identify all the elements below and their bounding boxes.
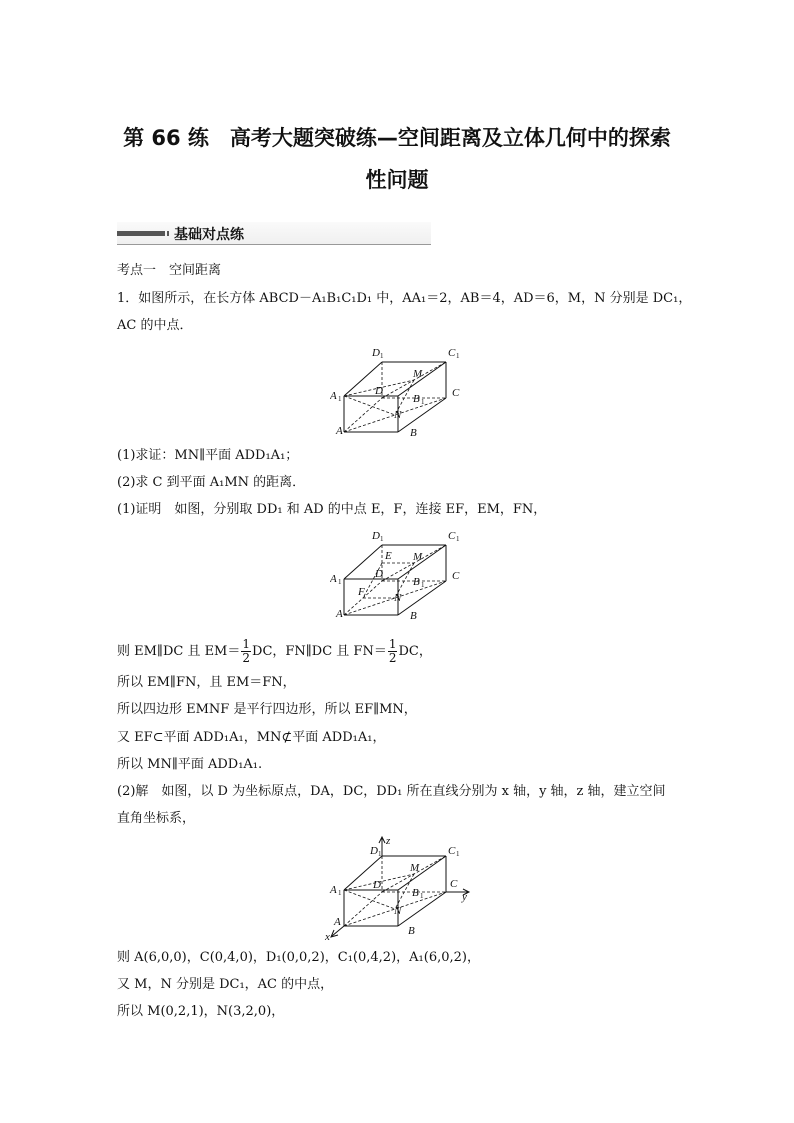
label-E: E: [385, 550, 392, 562]
svg-text:1: 1: [380, 352, 384, 360]
text-seg: DC，: [398, 644, 432, 659]
banner-bar: [117, 231, 165, 236]
label-B: B: [410, 427, 417, 439]
label-D1: D: [370, 845, 378, 857]
label-x-axis: x: [325, 931, 330, 942]
fraction-half: $\frac{1}{2}$: [242, 637, 251, 665]
solution-line: 所以 EM∥FN，且 EM＝FN，: [117, 675, 296, 690]
solution-part2-intro: (2)解 如图，以 D 为坐标原点，DA，DC，DD₁ 所在直线分别为 x 轴，y 轴，z 轴，建立空间: [117, 784, 666, 799]
solution-line: 所以 M(0,2,1)，N(3,2,0)，: [117, 1004, 285, 1019]
label-A1: A: [330, 573, 337, 585]
svg-text:1: 1: [378, 850, 382, 858]
label-N: N: [394, 592, 402, 604]
label-C1: C: [448, 347, 456, 359]
svg-text:1: 1: [421, 398, 425, 406]
svg-text:1: 1: [338, 889, 342, 897]
solution-line: 所以 MN∥平面 ADD₁A₁.: [117, 757, 263, 772]
label-D: D: [375, 568, 383, 580]
label-C: C: [452, 387, 460, 399]
label-A: A: [336, 425, 343, 437]
svg-text:1: 1: [420, 892, 424, 900]
label-C1: C: [448, 530, 456, 542]
page-title-line1: 第 66 练 高考大题突破练—空间距离及立体几何中的探索: [123, 126, 671, 150]
solution-line: 则 A(6,0,0)，C(0,4,0)，D₁(0,0,2)，C₁(0,4,2)，A₁(6,0,2)，: [117, 950, 480, 965]
label-N: N: [394, 905, 402, 917]
label-A: A: [336, 608, 343, 620]
svg-text:1: 1: [338, 395, 342, 403]
svg-text:1: 1: [380, 535, 384, 543]
label-D1: D: [372, 347, 380, 359]
solution-line: 所以四边形 EMNF 是平行四边形，所以 EF∥MN，: [117, 702, 417, 717]
label-N: N: [394, 409, 402, 421]
label-B: B: [408, 925, 415, 937]
solution-line: 又 M，N 分别是 DC₁，AC 的中点，: [117, 977, 334, 992]
label-B1: B: [413, 576, 420, 588]
label-C: C: [452, 570, 460, 582]
svg-text:1: 1: [456, 352, 460, 360]
label-M: M: [413, 368, 423, 380]
svg-text:1: 1: [456, 535, 460, 543]
label-F: F: [358, 586, 365, 598]
label-D: D: [375, 385, 383, 397]
label-A1: A: [330, 884, 337, 896]
figure-cuboid-axes: [322, 834, 477, 942]
label-B1: B: [413, 393, 420, 405]
label-D: D: [373, 879, 381, 891]
label-z-axis: z: [386, 835, 391, 847]
question-2: (2)求 C 到平面 A₁MN 的距离．: [117, 475, 306, 490]
question-1: (1)求证：MN∥平面 ADD₁A₁；: [117, 448, 299, 463]
label-B: B: [410, 610, 417, 622]
label-A1: A: [330, 390, 337, 402]
solution-line: 又 EF⊂平面 ADD₁A₁，MN⊄平面 ADD₁A₁，: [117, 730, 386, 745]
section-banner: [117, 222, 431, 245]
svg-text:1: 1: [421, 581, 425, 589]
problem-stem-line1: 1．如图所示，在长方体 ABCD－A₁B₁C₁D₁ 中，AA₁＝2，AB＝4，AD＝6，M，N 分别是 DC₁，: [117, 291, 692, 306]
figure-cuboid-2: [330, 527, 465, 622]
label-C1: C: [448, 845, 456, 857]
page-title-line2: 性问题: [365, 168, 429, 192]
text-seg: DC，FN∥DC 且 FN＝: [252, 644, 387, 659]
text-seg: 则 EM∥DC 且 EM＝: [117, 644, 241, 659]
label-y-axis: y: [462, 891, 467, 903]
solution-part1-intro: (1)证明 如图，分别取 DD₁ 和 AD 的中点 E，F，连接 EF，EM，FN，: [117, 502, 547, 517]
label-D1: D: [372, 530, 380, 542]
fraction-half: $\frac{1}{2}$: [388, 637, 397, 665]
label-A: A: [334, 916, 341, 928]
topic-heading: 考点一 空间距离: [117, 263, 222, 278]
solution-em-fn-line: [117, 638, 432, 665]
label-M: M: [413, 551, 423, 563]
label-C: C: [450, 878, 458, 890]
banner-bar-small: [167, 231, 169, 236]
solution-line: 直角坐标系，: [117, 811, 196, 826]
section-title: 基础对点练: [174, 227, 244, 243]
svg-text:1: 1: [338, 578, 342, 586]
figure-cuboid-1: [330, 344, 465, 439]
svg-text:1: 1: [456, 850, 460, 858]
label-B1: B: [412, 887, 419, 899]
problem-stem-line2: AC 的中点．: [117, 318, 193, 333]
label-M: M: [410, 862, 420, 874]
